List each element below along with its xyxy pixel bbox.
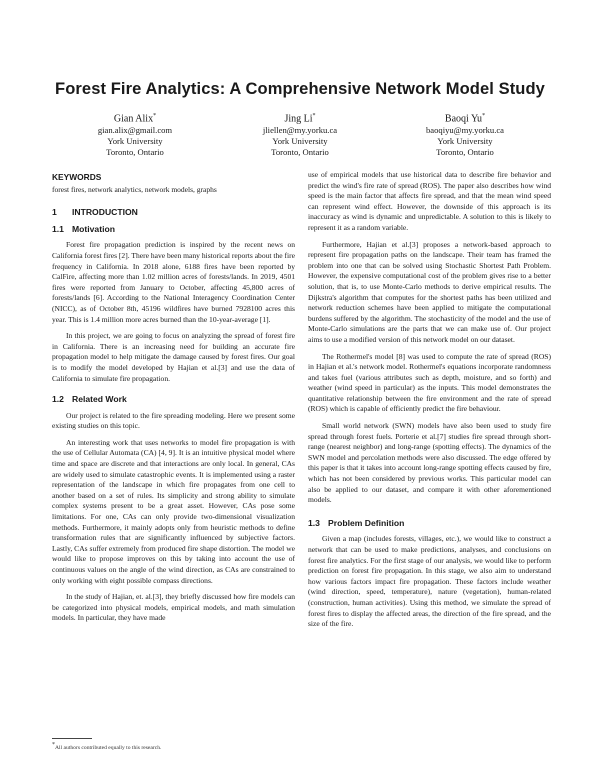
- paragraph-right-4: Small world network (SWN) models have also been used to study fire spread through forest fuels. Porterie et al.[7] studies fire spread through short-range (nearest neighbor) and long-range (spotting effects). The dynamics of the SWN model and percolation methods were also discussed. The edge offered by this paper is that it takes into account long-range spotting effects caused by fire, which has not been considered by previous works. This particular model can also be applied to our dataset, and compare it with other aforementioned models.: [308, 421, 551, 505]
- subsection-heading-problem-definition: 1.3 Problem Definition: [308, 517, 405, 528]
- author-1: [50, 110, 220, 158]
- keywords-heading: KEYWORDS: [52, 172, 102, 182]
- author-name: Baoqi Yu: [444, 113, 483, 125]
- keywords-text: forest fires, network analytics, network models, graphs: [52, 184, 217, 194]
- subsection-heading-related-work: 1.2 Related Work: [52, 394, 127, 405]
- subsection-heading-motivation: 1.1 Motivation: [52, 223, 115, 234]
- paragraph-right-2: Furthermore, Hajian et al.[3] proposes a network-based approach to represent fire propagation paths on the landscape. Their team has framed the problem into one that can be solved using Stochastic Shortest Path Problem. However, the expensive computational cost of the problem gives rise to a better solution, that is, to use Monte-Carlo methods to derive empirical results. The Dijkstra's algorithm that computes for the shortest paths has been utilized and network reduction schemes have been applied to mitigate the computational burdens suffered by the algorithm. The stochasticity of the model and the use of Monte-Carlo simulations are the parts that we can make use of. Our project aims to use a modified version of this network model on our dataset.: [308, 239, 551, 344]
- paragraph-related-2: An interesting work that uses networks to model fire propagation is with the use of Cellular Automata (CA) [4, 9]. It is an intuitive physical model where time and space are discrete and that interactions are only local. In general, CAs are widely used to simulate catastrophic events. It is implemented using a raster representation of the landscape in which fire propagates from one cell to another based on a set of rules. Its simplicity and strong ability to simulate complex systems present to be a great asset. However, CAs pose some limitations. For one, CAs can only provide two-dimensional visualization methods. Furthermore, it mainly adopts only from heuristic methods to define transformation rules that are significantly influenced by subjective factors. Lastly, CAs suffer extremely from produced fire shape distortion. The model we would like to propose improves on this by taking into account the use of continuous values on the angle of the wind direction, as CAs are constrained to only working with eight possible compass directions.: [52, 437, 295, 585]
- paragraph-problem-definition: Given a map (includes forests, villages, etc.), we would like to construct a network that can be used to make predictions, analyses, and conclusions on forest fire analytics. For the first stage of our analysis, we would like to perform prediction on forest fire propagation. In this stage, we also aim to understand how various factors impact fire propagation. These factors include weather (wind direction, speed, temperature), nature (vegetation), human-related (construction, human activities). Using this method, we simulate the spread of forest fires to display the affected areas, the direction of the fire spread, and the size of the fire.: [308, 534, 551, 629]
- author-3: [380, 110, 550, 158]
- paragraph-related-1: Our project is related to the fire spreading modeling. Here we present some existing studies on this topic.: [52, 410, 295, 431]
- footnote-rule: [52, 738, 92, 739]
- paragraph-related-3: In the study of Hajian, et. al.[3], they briefly discussed how fire models can be categorized into physical models, empirical models, and math simulation models. In particular, they have made: [52, 592, 295, 623]
- author-email: baoqiyu@my.yorku.ca: [426, 125, 504, 136]
- author-note-mark: *: [482, 113, 486, 119]
- paper-title: Forest Fire Analytics: A Comprehensive Network Model Study: [55, 80, 545, 98]
- author-affiliation: York University: [272, 136, 328, 147]
- author-email: gian.alix@gmail.com: [97, 125, 173, 136]
- author-affiliation: York University: [107, 136, 163, 147]
- author-name: Jing Li: [284, 113, 313, 125]
- paragraph-right-3: The Rothermel's model [8] was used to compute the rate of spread (ROS) in Hajian et al.'s network model. Rothermel's equations incorporate randomness and takes fuel (various attributes such as depth, moisture, and so forth) and weather (wind speed in particular) as the inputs. This model demonstrates the quantitative relationship between the fire environment and the rate of spread (ROS) which is capable of efficiently predict the fire behaviour.: [308, 351, 551, 414]
- author-location: Toronto, Ontario: [436, 147, 494, 158]
- paragraph-motivation-1: Forest fire propagation prediction is inspired by the recent news on California forest fires [2]. There have been many historical reports about the fire frequency in California. In 2018 alone, 6188 fires have been reported by CalFire, affecting more than 1.02 million acres of forests/lands. In 2019, 4501 fires were reported from January to October, affecting 45,800 acres of forests/lands [6]. According to the National Interagency Coordination Center (NICC), as of October 8th, 45196 wildfires have burned 7928100 acres this year. This is 1.4 million more acres burned than the 10-year-average [1].: [52, 240, 295, 324]
- paragraph-right-1: use of empirical models that use historical data to describe fire behavior and predict the wind's fire rate of spread (ROS). The paper also describes how wind speed is the main factor that affects fire spread, and that the mean wind speed can represent wind effect. However, the downside of this approach is its inaccuracy as wind is dynamic and unpredictable. A solution to this is likely to represent it as a random variable.: [308, 170, 551, 232]
- author-2: [215, 110, 385, 158]
- author-block: [50, 110, 550, 162]
- author-location: Toronto, Ontario: [106, 147, 164, 158]
- author-location: Toronto, Ontario: [271, 147, 329, 158]
- author-affiliation: York University: [437, 136, 493, 147]
- right-column: [308, 170, 551, 636]
- left-column: [52, 172, 295, 630]
- section-heading-introduction: 1 INTRODUCTION: [52, 207, 138, 218]
- footnote: *All authors contributed equally to this research.: [52, 742, 162, 751]
- paragraph-motivation-2: In this project, we are going to focus on analyzing the spread of forest fire in California. There is an increasing need for building an accurate fire propagation model to help mitigate the damage caused by forest fires. Our goal is to modify the model developed by Hajian et al.[3] and use the data of California to simulate fire propagation.: [52, 331, 295, 383]
- author-email: jliellen@my.yorku.ca: [262, 125, 338, 136]
- author-note-mark: *: [153, 113, 157, 119]
- author-name: Gian Alix: [113, 113, 154, 125]
- author-note-mark: *: [312, 113, 316, 119]
